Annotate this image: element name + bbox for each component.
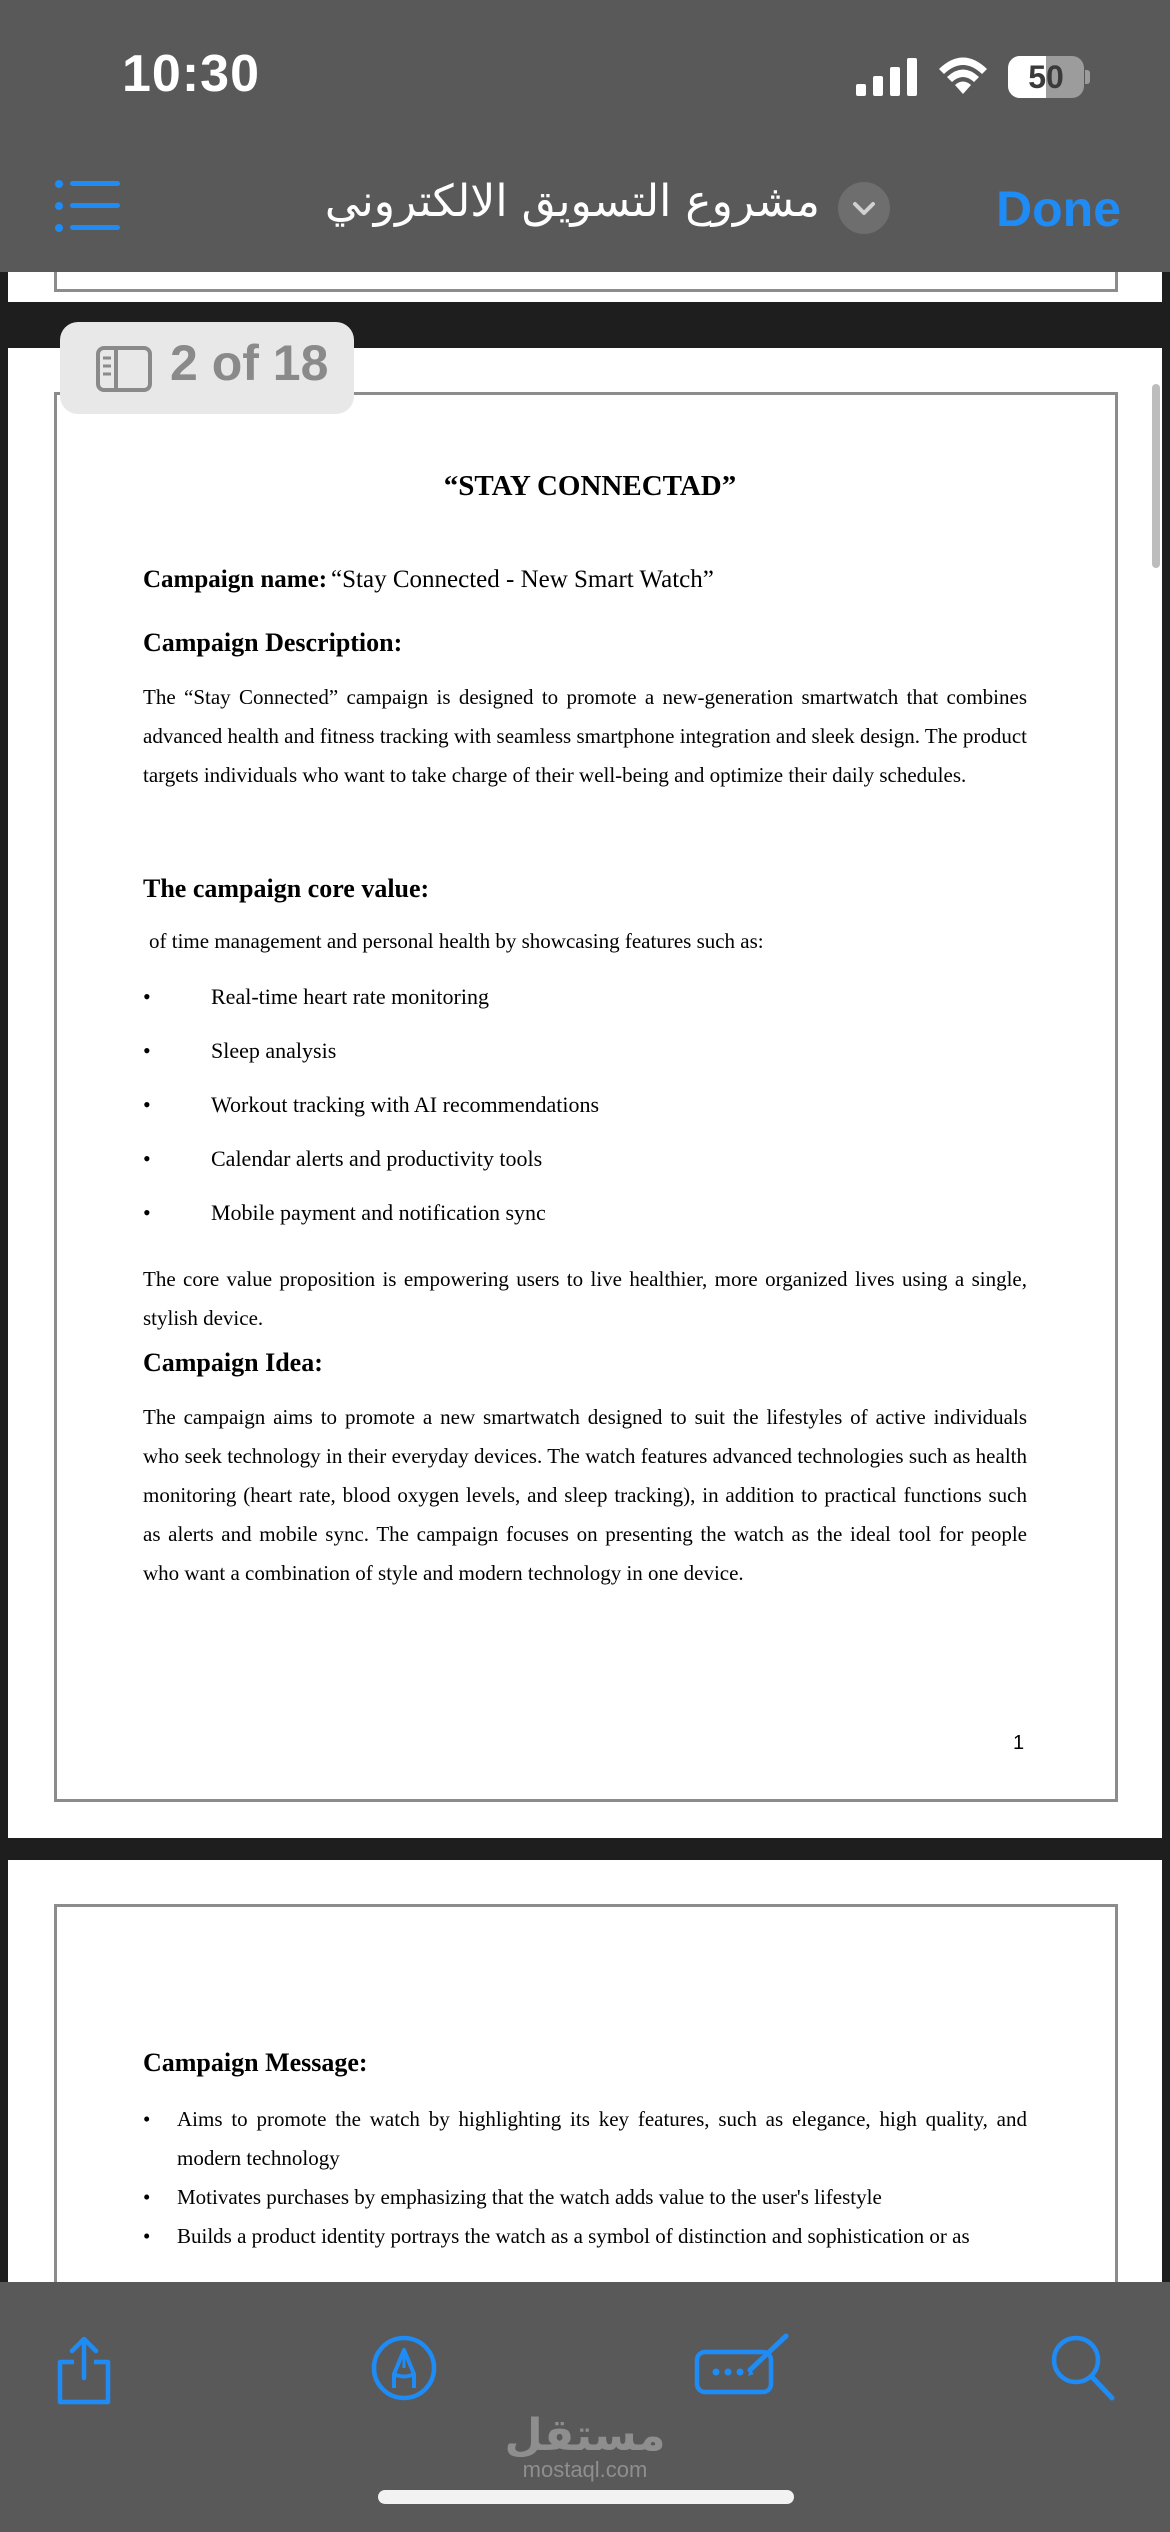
list-item-text: Real-time heart rate monitoring	[211, 984, 489, 1009]
bullet-mark: •	[143, 2224, 151, 2248]
battery-icon	[1008, 56, 1090, 98]
list-item-text: Calendar alerts and productivity tools	[211, 1146, 543, 1171]
list-item-text: Mobile payment and notification sync	[211, 1200, 546, 1225]
current-page	[8, 348, 1162, 1838]
watermark	[480, 2410, 690, 2483]
title-menu-button[interactable]	[838, 182, 890, 234]
core-value-text: The core value proposition is empowering users to live healthier, more organized lives using a single, stylish device.	[143, 1267, 1027, 1330]
description-text: The “Stay Connected” campaign is designed to promote a new-generation smartwatch that combines advanced health and fitness tracking with seamless smartphone integration and sleek design. The product targets individuals who want to take charge of their well-being and optimize their daily schedules.	[143, 685, 1027, 787]
home-indicator[interactable]	[378, 2490, 794, 2504]
page-indicator-text: 2 of 18	[170, 335, 329, 391]
bullet-mark: •	[143, 2107, 151, 2131]
battery-cap	[1085, 70, 1090, 84]
list-item-text: Workout tracking with AI recommendations	[211, 1092, 600, 1117]
list-item-text: Motivates purchases by emphasizing that the watch adds value to the user's lifestyle	[177, 2185, 882, 2209]
bullet-mark: •	[143, 2185, 151, 2209]
idea-heading: Campaign Idea:	[143, 1348, 323, 1377]
campaign-name-label: Campaign name:	[143, 566, 328, 593]
list-item	[143, 1038, 1027, 1092]
battery-percent: 50	[1028, 59, 1064, 95]
bullet-mark: •	[143, 984, 151, 1009]
list-item-text: Aims to promote the watch by highlighting its key features, such as elegance, high quality, and modern technology	[177, 2107, 1027, 2170]
scrollbar-thumb[interactable]	[1152, 384, 1160, 568]
idea-text: The campaign aims to promote a new smartwatch designed to suit the lifestyles of active individuals who seek technology in their everyday devices. The watch features advanced technologies such as health monitoring (heart rate, blood oxygen levels, and sleep tracking), in addition to practical functions such as alerts and mobile sync. The campaign focuses on presenting the watch as the ideal tool for people who want a combination of style and modern technology in one device.	[143, 1405, 1027, 1585]
status-time: 10:30	[122, 45, 260, 103]
page-border	[54, 272, 1118, 292]
document-title[interactable]: مشروع التسويق الالكتروني	[324, 176, 820, 227]
share-icon[interactable]	[52, 2334, 116, 2406]
page-indicator[interactable]	[60, 322, 354, 414]
search-icon[interactable]	[1048, 2332, 1118, 2404]
campaign-name	[143, 566, 1043, 594]
list-icon[interactable]	[54, 178, 122, 234]
markup-icon[interactable]	[370, 2334, 438, 2402]
message-heading: Campaign Message:	[143, 2048, 368, 2077]
wifi-icon	[938, 54, 988, 96]
list-item	[143, 2178, 1027, 2217]
list-item	[143, 2100, 1027, 2178]
battery-body	[1008, 56, 1084, 98]
previous-page	[8, 272, 1162, 302]
signature-icon[interactable]	[694, 2330, 792, 2400]
next-page	[8, 1860, 1162, 2282]
list-item	[143, 1092, 1027, 1146]
chevron-down-icon	[838, 182, 890, 234]
done-button[interactable]: Done	[996, 181, 1121, 237]
description-heading: Campaign Description:	[143, 628, 403, 657]
list-item	[143, 2217, 1027, 2256]
feature-list	[143, 984, 1027, 1254]
cellular-signal-icon	[856, 56, 918, 96]
message-list	[143, 2100, 1027, 2256]
list-item	[143, 1200, 1027, 1254]
core-value-intro: of time management and personal health by showcasing features such as:	[149, 929, 764, 953]
bullet-mark: •	[143, 1200, 151, 1225]
bullet-mark: •	[143, 1092, 151, 1117]
list-item-text: Sleep analysis	[211, 1038, 337, 1063]
page-number: 1	[1013, 1732, 1025, 1754]
watermark-latin: mostaql.com	[522, 2457, 648, 2482]
list-item-text: Builds a product identity portrays the watch as a symbol of distinction and sophistication or as	[177, 2224, 970, 2248]
bullet-mark: •	[143, 1146, 151, 1171]
core-value-heading: The campaign core value:	[143, 874, 430, 903]
document-viewer[interactable]	[0, 272, 1170, 2282]
campaign-name-value: “Stay Connected - New Smart Watch”	[331, 566, 714, 593]
list-item	[143, 984, 1027, 1038]
navigation-bar	[0, 0, 1170, 272]
bullet-mark: •	[143, 1038, 151, 1063]
sidebar-icon	[96, 346, 152, 392]
list-item	[143, 1146, 1027, 1200]
watermark-arabic: مستقل	[504, 2410, 666, 2461]
page-heading: “STAY CONNECTAD”	[443, 470, 737, 502]
